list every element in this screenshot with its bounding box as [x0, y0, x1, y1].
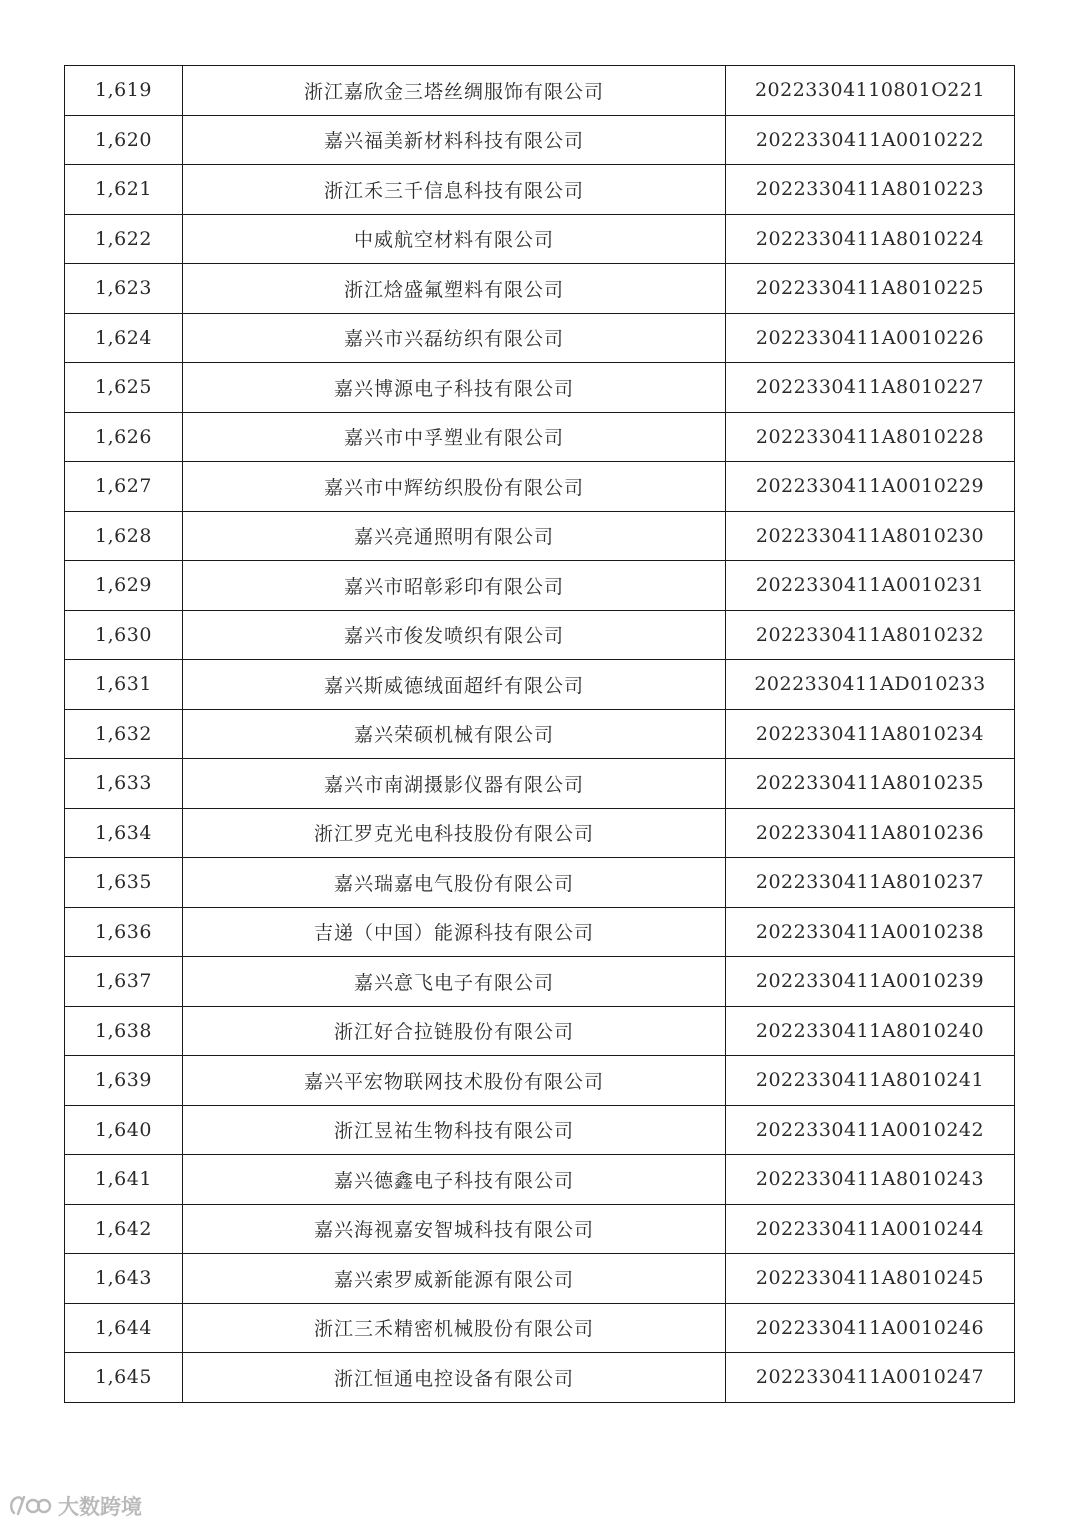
row-index-cell: 1,631: [65, 660, 183, 710]
row-index-cell: 1,634: [65, 808, 183, 858]
company-list-table: [64, 65, 1015, 1403]
table-row: [65, 1254, 1015, 1304]
code-cell: 2022330411A8010232: [726, 610, 1015, 660]
code-cell: 2022330411A8010236: [726, 808, 1015, 858]
row-index-cell: 1,639: [65, 1056, 183, 1106]
row-index-cell: 1,619: [65, 66, 183, 116]
company-name-cell: 嘉兴斯威德绒面超纤有限公司: [183, 660, 726, 710]
company-name-cell: 吉递（中国）能源科技有限公司: [183, 907, 726, 957]
row-index-cell: 1,623: [65, 264, 183, 314]
row-index-cell: 1,621: [65, 165, 183, 215]
row-index-cell: 1,635: [65, 858, 183, 908]
code-cell: 2022330411A8010227: [726, 363, 1015, 413]
table-row: [65, 759, 1015, 809]
company-name-cell: 嘉兴德鑫电子科技有限公司: [183, 1155, 726, 1205]
row-index-cell: 1,633: [65, 759, 183, 809]
row-index-cell: 1,632: [65, 709, 183, 759]
row-index-cell: 1,630: [65, 610, 183, 660]
company-name-cell: 嘉兴瑞嘉电气股份有限公司: [183, 858, 726, 908]
code-cell: 2022330411A8010223: [726, 165, 1015, 215]
company-name-cell: 浙江嘉欣金三塔丝绸服饰有限公司: [183, 66, 726, 116]
table-row: [65, 264, 1015, 314]
row-index-cell: 1,645: [65, 1353, 183, 1403]
code-cell: 2022330411A8010237: [726, 858, 1015, 908]
table-row: [65, 1105, 1015, 1155]
code-cell: 2022330411A8010240: [726, 1006, 1015, 1056]
company-name-cell: 嘉兴市中辉纺织股份有限公司: [183, 462, 726, 512]
table-row: [65, 1303, 1015, 1353]
table-row: [65, 511, 1015, 561]
code-cell: 2022330411A8010224: [726, 214, 1015, 264]
row-index-cell: 1,640: [65, 1105, 183, 1155]
table-row: [65, 313, 1015, 363]
code-cell: 2022330411AD010233: [726, 660, 1015, 710]
company-name-cell: 嘉兴福美新材料科技有限公司: [183, 115, 726, 165]
row-index-cell: 1,638: [65, 1006, 183, 1056]
company-name-cell: 嘉兴平宏物联网技术股份有限公司: [183, 1056, 726, 1106]
row-index-cell: 1,626: [65, 412, 183, 462]
row-index-cell: 1,628: [65, 511, 183, 561]
code-cell: 2022330411A8010235: [726, 759, 1015, 809]
company-name-cell: 嘉兴市中孚塑业有限公司: [183, 412, 726, 462]
table-row: [65, 561, 1015, 611]
row-index-cell: 1,636: [65, 907, 183, 957]
company-name-cell: 嘉兴市俊发喷织有限公司: [183, 610, 726, 660]
company-name-cell: 嘉兴市南湖摄影仪器有限公司: [183, 759, 726, 809]
row-index-cell: 1,637: [65, 957, 183, 1007]
code-cell: 2022330411A8010228: [726, 412, 1015, 462]
row-index-cell: 1,620: [65, 115, 183, 165]
row-index-cell: 1,624: [65, 313, 183, 363]
code-cell: 2022330411A0010242: [726, 1105, 1015, 1155]
table-row: [65, 1006, 1015, 1056]
company-name-cell: 嘉兴海视嘉安智城科技有限公司: [183, 1204, 726, 1254]
watermark: [8, 1492, 142, 1520]
table-body: [65, 66, 1015, 1403]
code-cell: 2022330411A8010245: [726, 1254, 1015, 1304]
table-row: [65, 1353, 1015, 1403]
table-row: [65, 957, 1015, 1007]
company-name-cell: 浙江焓盛氟塑料有限公司: [183, 264, 726, 314]
company-name-cell: 浙江昱祐生物科技有限公司: [183, 1105, 726, 1155]
row-index-cell: 1,644: [65, 1303, 183, 1353]
brand-logo-icon: [8, 1493, 52, 1519]
watermark-text: 大数跨境: [58, 1495, 142, 1519]
code-cell: 2022330411A0010229: [726, 462, 1015, 512]
table-row: [65, 1204, 1015, 1254]
company-name-cell: 嘉兴博源电子科技有限公司: [183, 363, 726, 413]
code-cell: 2022330411A8010225: [726, 264, 1015, 314]
code-cell: 2022330411A0010238: [726, 907, 1015, 957]
row-index-cell: 1,625: [65, 363, 183, 413]
company-name-cell: 嘉兴荣硕机械有限公司: [183, 709, 726, 759]
table-row: [65, 363, 1015, 413]
company-name-cell: 嘉兴市兴磊纺织有限公司: [183, 313, 726, 363]
row-index-cell: 1,629: [65, 561, 183, 611]
row-index-cell: 1,627: [65, 462, 183, 512]
code-cell: 20223304110801O221: [726, 66, 1015, 116]
table-row: [65, 412, 1015, 462]
code-cell: 2022330411A0010247: [726, 1353, 1015, 1403]
table-row: [65, 907, 1015, 957]
table-row: [65, 1056, 1015, 1106]
table-row: [65, 165, 1015, 215]
code-cell: 2022330411A0010222: [726, 115, 1015, 165]
code-cell: 2022330411A8010230: [726, 511, 1015, 561]
row-index-cell: 1,622: [65, 214, 183, 264]
code-cell: 2022330411A8010243: [726, 1155, 1015, 1205]
table-row: [65, 214, 1015, 264]
table-row: [65, 660, 1015, 710]
code-cell: 2022330411A0010239: [726, 957, 1015, 1007]
company-name-cell: 浙江罗克光电科技股份有限公司: [183, 808, 726, 858]
company-name-cell: 嘉兴市昭彰彩印有限公司: [183, 561, 726, 611]
table-row: [65, 858, 1015, 908]
company-name-cell: 嘉兴亮通照明有限公司: [183, 511, 726, 561]
table-row: [65, 115, 1015, 165]
code-cell: 2022330411A8010241: [726, 1056, 1015, 1106]
company-name-cell: 嘉兴意飞电子有限公司: [183, 957, 726, 1007]
code-cell: 2022330411A0010246: [726, 1303, 1015, 1353]
company-name-cell: 浙江好合拉链股份有限公司: [183, 1006, 726, 1056]
table-row: [65, 66, 1015, 116]
table-row: [65, 808, 1015, 858]
code-cell: 2022330411A0010244: [726, 1204, 1015, 1254]
code-cell: 2022330411A8010234: [726, 709, 1015, 759]
table-row: [65, 462, 1015, 512]
company-name-cell: 浙江三禾精密机械股份有限公司: [183, 1303, 726, 1353]
row-index-cell: 1,643: [65, 1254, 183, 1304]
table-row: [65, 610, 1015, 660]
row-index-cell: 1,641: [65, 1155, 183, 1205]
company-name-cell: 中威航空材料有限公司: [183, 214, 726, 264]
table-row: [65, 1155, 1015, 1205]
company-name-cell: 浙江禾三千信息科技有限公司: [183, 165, 726, 215]
company-name-cell: 浙江恒通电控设备有限公司: [183, 1353, 726, 1403]
code-cell: 2022330411A0010226: [726, 313, 1015, 363]
row-index-cell: 1,642: [65, 1204, 183, 1254]
table-row: [65, 709, 1015, 759]
company-name-cell: 嘉兴索罗威新能源有限公司: [183, 1254, 726, 1304]
code-cell: 2022330411A0010231: [726, 561, 1015, 611]
